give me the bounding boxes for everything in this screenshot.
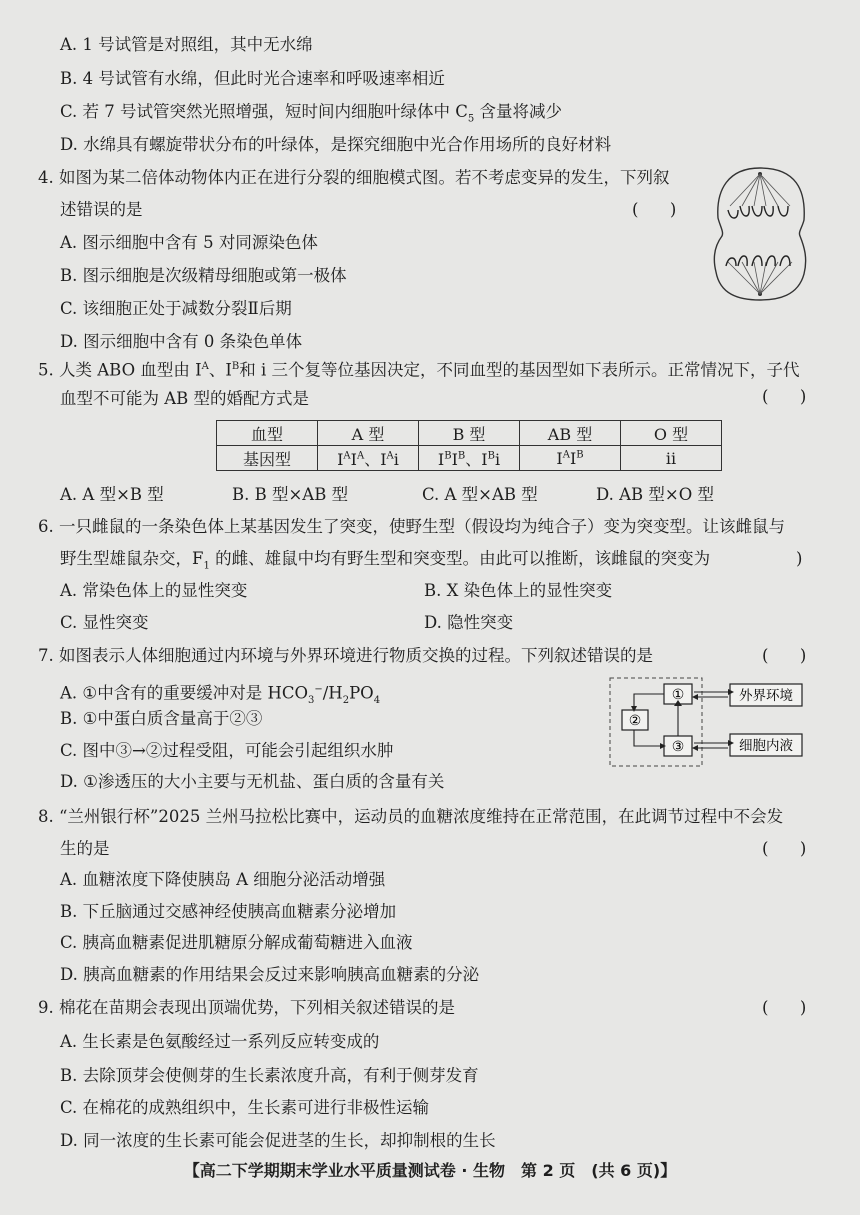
q9-option-c: C. 在棉花的成熟组织中，生长素可进行非极性运输	[60, 1098, 430, 1117]
q8-option-c: C. 胰高血糖素促进肌糖原分解成葡萄糖进入血液	[60, 933, 413, 952]
table-cell: 血型	[217, 421, 318, 446]
q4-option-b: B. 图示细胞是次级精母细胞或第一极体	[60, 266, 347, 285]
q5-option-a: A. A 型×B 型	[60, 485, 164, 504]
q7-stem: 7. 如图表示人体细胞通过内环境与外界环境进行物质交换的过程。下列叙述错误的是	[38, 646, 653, 665]
q8-answer-bracket: ( )	[762, 839, 807, 858]
q5-stem-line1: 5. 人类 ABO 血型由 $I^A$、$I^B$和 i 三个复等位基因决定，不同血型的基因型如下表所示。正常情况下，子代	[38, 360, 800, 380]
q4-answer-bracket: ( )	[632, 200, 677, 219]
q6-option-b: B. X 染色体上的显性突变	[424, 581, 613, 600]
table-cell: $I^AI^B$	[520, 446, 621, 471]
blood-type-table	[216, 420, 722, 471]
q6-option-a: A. 常染色体上的显性突变	[60, 581, 248, 600]
fig-label-3: ③	[671, 739, 685, 755]
q5-option-c: C. A 型×AB 型	[422, 485, 538, 504]
q7-answer-bracket: ( )	[762, 646, 807, 665]
q3-option-d: D. 水绵具有螺旋带状分布的叶绿体，是探究细胞中光合作用场所的良好材料	[60, 135, 612, 154]
q6-answer-bracket: )	[796, 549, 803, 568]
fig-label-1: ①	[671, 687, 685, 703]
q6-option-d: D. 隐性突变	[424, 613, 514, 632]
table-cell: AB 型	[520, 421, 621, 446]
cell-division-figure	[708, 160, 813, 305]
q8-stem-line1: 8. “兰州银行杯”2025 兰州马拉松比赛中，运动员的血糖浓度维持在正常范围，在此调节过程中不会发	[38, 807, 784, 826]
table-cell: 基因型	[217, 446, 318, 471]
q8-option-a: A. 血糖浓度下降使胰岛 A 细胞分泌活动增强	[60, 870, 386, 889]
q3-option-a: A. 1 号试管是对照组，其中无水绵	[60, 35, 313, 54]
q4-option-a: A. 图示细胞中含有 5 对同源染色体	[60, 233, 318, 252]
q8-option-b: B. 下丘脑通过交感神经使胰高血糖素分泌增加	[60, 902, 397, 921]
table-cell: A 型	[318, 421, 419, 446]
q7-option-c: C. 图中③→②过程受阻，可能会引起组织水肿	[60, 741, 394, 760]
q6-stem-line1: 6. 一只雌鼠的一条染色体上某基因发生了突变，使野生型（假设均为纯合子）变为突变型。让该雌鼠与	[38, 517, 785, 536]
table-cell: $I^BI^B$、$I^Bi$	[419, 446, 520, 471]
table-row	[217, 446, 722, 471]
fig-label-2: ②	[628, 713, 642, 729]
table-cell: B 型	[419, 421, 520, 446]
q7-option-d: D. ①渗透压的大小主要与无机盐、蛋白质的含量有关	[60, 772, 445, 791]
q9-option-a: A. 生长素是色氨酸经过一系列反应转变成的	[60, 1032, 380, 1051]
q7-option-b: B. ①中蛋白质含量高于②③	[60, 709, 263, 728]
q5-stem-line2: 血型不可能为 AB 型的婚配方式是	[60, 389, 310, 408]
table-cell: ii	[621, 446, 722, 471]
q8-option-d: D. 胰高血糖素的作用结果会反过来影响胰高血糖素的分泌	[60, 965, 480, 984]
q6-stem-line2: 野生型雄鼠杂交，$F_1$ 的雌、雄鼠中均有野生型和突变型。由此可以推断，该雌鼠的突变为	[60, 549, 711, 572]
q8-stem-line2: 生的是	[60, 839, 110, 858]
q9-option-b: B. 去除顶芽会使侧芽的生长素浓度升高，有利于侧芽发育	[60, 1066, 479, 1085]
q7-option-a: A. ①中含有的重要缓冲对是 $HCO_3^-/H_2PO_4$	[60, 683, 381, 706]
q6-option-c: C. 显性突变	[60, 613, 149, 632]
q9-answer-bracket: ( )	[762, 998, 807, 1017]
table-row	[217, 421, 722, 446]
q9-stem: 9. 棉花在苗期会表现出顶端优势，下列相关叙述错误的是	[38, 998, 455, 1017]
page-footer: 【高二下学期期末学业水平质量测试卷 · 生物 第 2 页 (共 6 页)】	[183, 1161, 677, 1180]
q5-answer-bracket: ( )	[762, 387, 807, 406]
q5-option-d: D. AB 型×O 型	[596, 485, 715, 504]
q4-option-c: C. 该细胞正处于减数分裂Ⅱ后期	[60, 299, 292, 318]
exchange-diagram	[608, 676, 808, 770]
fig-label-outer-env: 外界环境	[739, 688, 793, 704]
table-cell: $I^AI^A$、$I^Ai$	[318, 446, 419, 471]
q9-option-d: D. 同一浓度的生长素可能会促进茎的生长，却抑制根的生长	[60, 1131, 496, 1150]
q4-stem-line1: 4. 如图为某二倍体动物体内正在进行分裂的细胞模式图。若不考虑变异的发生，下列叙	[38, 168, 670, 187]
table-cell: O 型	[621, 421, 722, 446]
q4-option-d: D. 图示细胞中含有 0 条染色单体	[60, 332, 303, 351]
q4-stem-line2: 述错误的是	[60, 200, 143, 219]
q5-option-b: B. B 型×AB 型	[232, 485, 349, 504]
q3-option-c: C. 若 7 号试管突然光照增强，短时间内细胞叶绿体中 $C_5$ 含量将减少	[60, 102, 563, 125]
fig-label-intracellular: 细胞内液	[739, 738, 793, 754]
q3-option-b: B. 4 号试管有水绵，但此时光合速率和呼吸速率相近	[60, 69, 445, 88]
